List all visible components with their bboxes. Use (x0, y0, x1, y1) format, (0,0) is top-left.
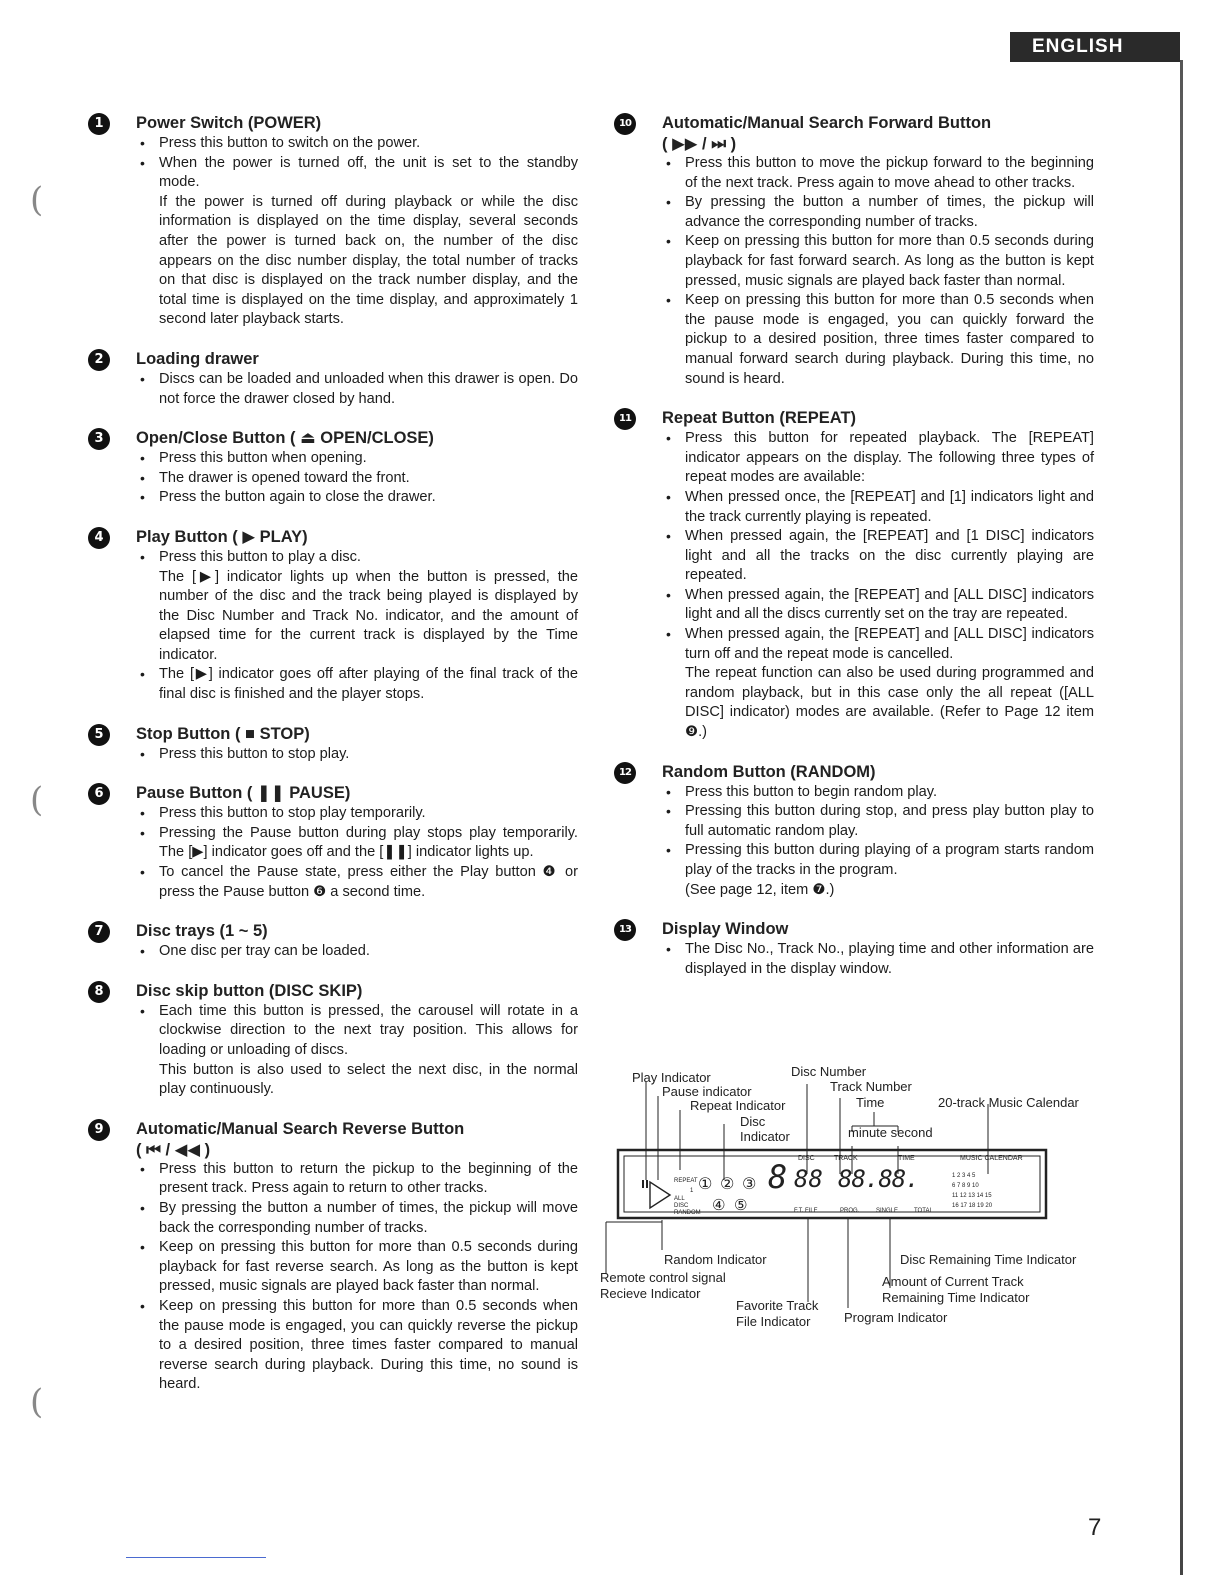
bullet-list (136, 665, 578, 704)
label-track-number: Track Number (830, 1079, 912, 1094)
item-title: Loading drawer (136, 349, 259, 368)
label-music-calendar: 20-track Music Calendar (938, 1095, 1079, 1110)
item-number-badge: 10 (614, 113, 636, 135)
footer-rule (126, 1557, 266, 1558)
binding-mark: ( (30, 780, 44, 820)
bullet-item: • Press this button to begin random play. (662, 783, 1094, 803)
display-window-figure (598, 1062, 1110, 1332)
bullet-item: • Press this button to stop play temporarily. (136, 804, 578, 824)
paragraph: If the power is turned off during playback or while the disc information is displayed on the time display, several seconds after the power is turned back on, the number of the disc appears on the disc number display, the total number of tracks on that disc is displayed on the track number display, and the total time is displayed on the time display, and approximately 1 second later playback starts. (159, 193, 578, 328)
bullet-item: • Keep on pressing this button for more than 0.5 seconds when the pause mode is engaged, you can quickly reverse the pickup to a desired position, three times faster compared to manual reverse search during playback. During this time, no sound is heard. (136, 1297, 578, 1395)
bullet-item: • One disc per tray can be loaded. (136, 942, 578, 962)
bullet-list (662, 940, 1094, 979)
bullet-item: • Press this button to switch on the power. (136, 134, 578, 154)
pause-indicator-icon (642, 1180, 644, 1188)
bullet-item: • The [▶] indicator goes off after playing of the final track of the final disc is finished and the player stops. (136, 665, 578, 704)
label-time: Time (856, 1095, 885, 1110)
bullet-item: • To cancel the Pause state, press either the Play button ❹ or press the Pause button ❻ a second time. (136, 863, 578, 902)
bullet-item: • Keep on pressing this button for more than 0.5 seconds when the pause mode is engaged, you can quickly forward the pickup to a desired position, three times faster compared to manual forward search during playback. During this time, no sound is heard. (662, 291, 1094, 389)
item-title: Stop Button ( ■ STOP) (136, 724, 310, 743)
item-number-badge: 3 (88, 428, 110, 450)
item-title: Power Switch (POWER) (136, 114, 322, 132)
item-subtitle: ( ⏮ / ◀◀ ) (136, 1140, 211, 1159)
paragraph: This button is also used to select the next disc, in the normal play continuously. (159, 1061, 578, 1098)
item-title: Disc trays (1 ~ 5) (136, 922, 268, 941)
display-label-one: 1 (690, 1188, 694, 1194)
bullet-list (136, 134, 578, 193)
paragraph: (See page 12, item ❼.) (685, 881, 835, 898)
item-title: Pause Button ( ❚❚ PAUSE) (136, 784, 351, 803)
display-disc-4: ④ (712, 1197, 726, 1214)
bullet-item: • Pressing this button during stop, and press play button play to full automatic random play. (662, 802, 1094, 841)
display-label-prog: PROG. (840, 1208, 860, 1214)
bullet-list (662, 429, 1094, 664)
item-12 (614, 761, 1094, 901)
binding-mark: ( (30, 1382, 44, 1422)
label-current-track-2: Remaining Time Indicator (882, 1290, 1030, 1305)
item-10 (614, 112, 1094, 389)
display-label-single: SINGLE (876, 1208, 899, 1214)
display-label-ft-file: F.T. FILE (794, 1208, 818, 1214)
bullet-item: • Each time this button is pressed, the carousel will rotate in a clockwise direction to the next tray position. This allows for loading or unloading of discs. (136, 1002, 578, 1061)
item-number-badge: 2 (88, 349, 110, 371)
label-disc-indicator-1: Disc (740, 1114, 766, 1129)
item-13 (614, 918, 1094, 979)
display-label-repeat: REPEAT (674, 1178, 698, 1184)
bullet-item: • Press this button to play a disc. (136, 548, 578, 568)
bullet-item: • When pressed again, the [REPEAT] and [ALL DISC] indicators light and all the discs currently set on the tray are repeated. (662, 586, 1094, 625)
item-title: Play Button ( ▶ PLAY) (136, 527, 308, 546)
item-title: Disc skip button (DISC SKIP) (136, 981, 363, 1000)
item-11 (614, 407, 1094, 743)
display-calendar-row-3: 11 12 13 14 15 (952, 1193, 992, 1199)
bullet-list (662, 783, 1094, 881)
item-number-badge: 13 (614, 919, 636, 941)
item-number-badge: 12 (614, 762, 636, 784)
display-label-all: ALL (674, 1196, 685, 1202)
display-label-disc: DISC (798, 1155, 815, 1162)
display-label-track: TRACK (834, 1155, 858, 1162)
item-5 (88, 723, 578, 765)
bullet-item: • Press this button to stop play. (136, 745, 578, 765)
item-1 (88, 112, 578, 330)
left-column (88, 112, 578, 1413)
bullet-item: • Keep on pressing this button for more than 0.5 seconds during playback for fast forward search. As long as the button is kept pressed, music signals are played back faster than normal. (662, 232, 1094, 291)
bullet-item: • Press the button again to close the drawer. (136, 488, 578, 508)
bullet-item: • The drawer is opened toward the front. (136, 469, 578, 489)
display-label-total: TOTAL (914, 1208, 933, 1214)
bullet-item: • The Disc No., Track No., playing time and other information are displayed in the display window. (662, 940, 1094, 979)
display-seg-time: 88.88. (838, 1165, 919, 1193)
item-title: Random Button (RANDOM) (662, 762, 876, 781)
right-column (614, 112, 1094, 997)
display-label-random: RANDOM (674, 1210, 701, 1216)
item-title: Automatic/Manual Search Reverse Button (136, 1119, 465, 1138)
bullet-item: • Keep on pressing this button for more than 0.5 seconds during playback for fast reverse search. As long as the button is kept pressed, music signals are played back faster than normal. (136, 1238, 578, 1297)
bullet-list (136, 548, 578, 568)
display-label-music-calendar: MUSIC CALENDAR (960, 1155, 1023, 1162)
bullet-list (136, 1002, 578, 1061)
item-title: Display Window (662, 920, 789, 939)
item-title: Repeat Button (REPEAT) (662, 409, 857, 428)
display-disc-1: ① (698, 1176, 713, 1193)
bullet-list (136, 1160, 578, 1395)
bullet-list (136, 745, 578, 765)
label-remote-1: Remote control signal (600, 1270, 726, 1285)
play-indicator-icon (650, 1182, 670, 1208)
bullet-list (662, 154, 1094, 389)
item-9 (88, 1118, 578, 1395)
bullet-list (136, 942, 578, 962)
item-number-badge: 6 (88, 783, 110, 805)
item-7 (88, 920, 578, 962)
bullet-item: • By pressing the button a number of times, the pickup will advance the corresponding number of tracks. (662, 193, 1094, 232)
item-number-badge: 7 (88, 921, 110, 943)
label-program-indicator: Program Indicator (844, 1310, 948, 1325)
bullet-list (136, 370, 578, 409)
display-disc-2: ② (720, 1176, 735, 1193)
bullet-item: • When the power is turned off, the unit is set to the standby mode. (136, 154, 578, 193)
item-2 (88, 348, 578, 409)
label-remote-2: Recieve Indicator (600, 1286, 701, 1301)
bullet-item: • Pressing this button during playing of a program starts random play of the tracks in the program. (662, 841, 1094, 880)
item-3 (88, 427, 578, 508)
item-number-badge: 9 (88, 1119, 110, 1141)
language-tab: ENGLISH (1010, 32, 1180, 62)
display-label-disc-small: DISC (674, 1203, 689, 1209)
item-number-badge: 8 (88, 981, 110, 1003)
bullet-item: • When pressed again, the [REPEAT] and [1 DISC] indicators light and all the tracks on the disc currently playing are repeated. (662, 527, 1094, 586)
label-favorite-2: File Indicator (736, 1314, 811, 1329)
item-4 (88, 526, 578, 705)
display-label-time: TIME (898, 1155, 915, 1162)
bullet-item: • Press this button when opening. (136, 449, 578, 469)
bullet-list (136, 804, 578, 902)
display-disc-5: ⑤ (734, 1197, 748, 1214)
item-8 (88, 980, 578, 1100)
display-seg-disc: 8 (768, 1158, 788, 1196)
display-calendar-row-1: 1 2 3 4 5 (952, 1173, 976, 1179)
item-number-badge: 1 (88, 113, 110, 135)
bullet-item: • Pressing the Pause button during play stops play temporarily. The [▶] indicator goes off and the [❚❚] indicator lights up. (136, 824, 578, 863)
label-disc-indicator-2: Indicator (740, 1129, 790, 1144)
display-seg-track: 88 (794, 1165, 823, 1193)
item-subtitle: ( ▶▶ / ⏭ ) (662, 135, 737, 153)
item-number-badge: 11 (614, 408, 636, 430)
item-title: Automatic/Manual Search Forward Button (662, 114, 992, 132)
paragraph: The [▶] indicator lights up when the button is pressed, the number of the disc and the track being played is displayed by the Disc Number and Track No. indicator, and the amount of elapsed time for the current track is displayed by the Time indicator. (159, 568, 578, 663)
label-favorite-1: Favorite Track (736, 1298, 819, 1313)
paragraph: The repeat function can also be used during programmed and random playback, but in this case only the all repeat ([ALL DISC] indicator) modes are available. (Refer to Page 12 item ❾.) (685, 665, 1094, 741)
bullet-item: • Discs can be loaded and unloaded when this drawer is open. Do not force the drawer closed by hand. (136, 370, 578, 409)
label-pause-indicator: Pause indicator (662, 1084, 752, 1099)
bullet-item: • Press this button to return the pickup to the beginning of the present track. Press again to return to other tracks. (136, 1160, 578, 1199)
display-disc-3: ③ (742, 1176, 757, 1193)
bullet-item: • Press this button to move the pickup forward to the beginning of the next track. Press again to move ahead to other tracks. (662, 154, 1094, 193)
page-edge-bar (1180, 60, 1183, 1575)
item-6 (88, 782, 578, 902)
bullet-item: • When pressed again, the [REPEAT] and [ALL DISC] indicators turn off and the repeat mode is cancelled. (662, 625, 1094, 664)
label-repeat-indicator: Repeat Indicator (690, 1098, 786, 1113)
binding-mark: ( (30, 180, 44, 220)
label-disc-remaining: Disc Remaining Time Indicator (900, 1252, 1077, 1267)
item-number-badge: 5 (88, 724, 110, 746)
label-random-indicator: Random Indicator (664, 1252, 767, 1267)
item-number-badge: 4 (88, 527, 110, 549)
label-play-indicator: Play Indicator (632, 1070, 711, 1085)
page-number: 7 (1088, 1514, 1102, 1541)
bullet-item: • Press this button for repeated playback. The [REPEAT] indicator appears on the display. The following three types of repeat modes are available: (662, 429, 1094, 488)
label-disc-number: Disc Number (791, 1064, 867, 1079)
label-current-track-1: Amount of Current Track (882, 1274, 1024, 1289)
label-minute-second: minute second (848, 1125, 933, 1140)
display-calendar-row-4: 16 17 18 19 20 (952, 1203, 993, 1209)
bullet-item: • By pressing the button a number of times, the pickup will move back the corresponding number of tracks. (136, 1199, 578, 1238)
item-title: Open/Close Button ( ⏏ OPEN/CLOSE) (136, 429, 434, 448)
bullet-item: • When pressed once, the [REPEAT] and [1] indicators light and the track currently playing is repeated. (662, 488, 1094, 527)
display-calendar-row-2: 6 7 8 9 10 (952, 1183, 979, 1189)
bullet-list (136, 449, 578, 508)
